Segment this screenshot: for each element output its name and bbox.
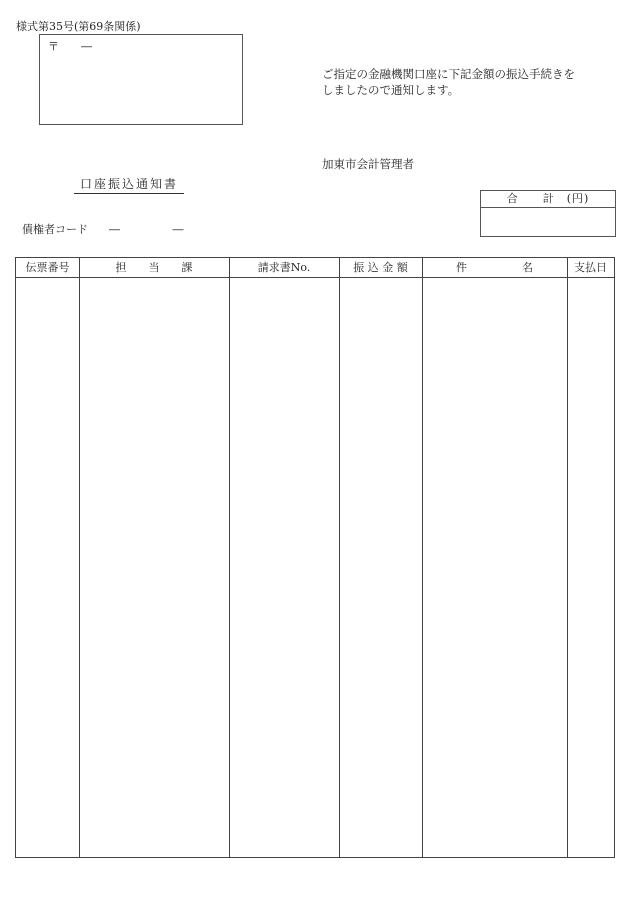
notice-text <box>322 66 612 98</box>
column-divider <box>79 258 80 857</box>
creditor-code <box>22 221 183 237</box>
total-value <box>481 208 615 237</box>
column-header-invoice-number: 請求書No. <box>257 261 311 274</box>
form-number: 様式第35号(第69条関係) <box>16 20 141 33</box>
creditor-code-separator-2: ― <box>172 223 184 236</box>
issuer-name: 加東市会計管理者 <box>322 157 414 171</box>
column-header-slip-number: 伝票番号 <box>25 261 70 274</box>
column-header-transfer-amount: 振 込 金 額 <box>353 261 408 274</box>
total-box <box>480 190 616 237</box>
transfer-table <box>15 257 615 858</box>
column-header-department: 担 当 課 <box>115 261 193 274</box>
notice-line-2: しましたので通知します。 <box>322 83 460 97</box>
creditor-code-label: 債権者コード <box>22 223 88 236</box>
column-divider <box>422 258 423 857</box>
column-header-subject: 件 名 <box>456 261 533 274</box>
address-box <box>39 34 243 125</box>
document-title: 口座振込通知書 <box>74 175 184 194</box>
column-divider <box>567 258 568 857</box>
column-divider <box>339 258 340 857</box>
notice-line-1: ご指定の金融機関口座に下記金額の振込手続きを <box>322 67 575 81</box>
postal-code-line: 〒 ― <box>48 40 92 53</box>
creditor-code-separator-1: ― <box>108 223 120 236</box>
column-divider <box>229 258 230 857</box>
total-label: 合 計 (円) <box>481 191 615 208</box>
header-divider <box>16 277 614 278</box>
column-header-payment-date: 支払日 <box>574 261 607 274</box>
